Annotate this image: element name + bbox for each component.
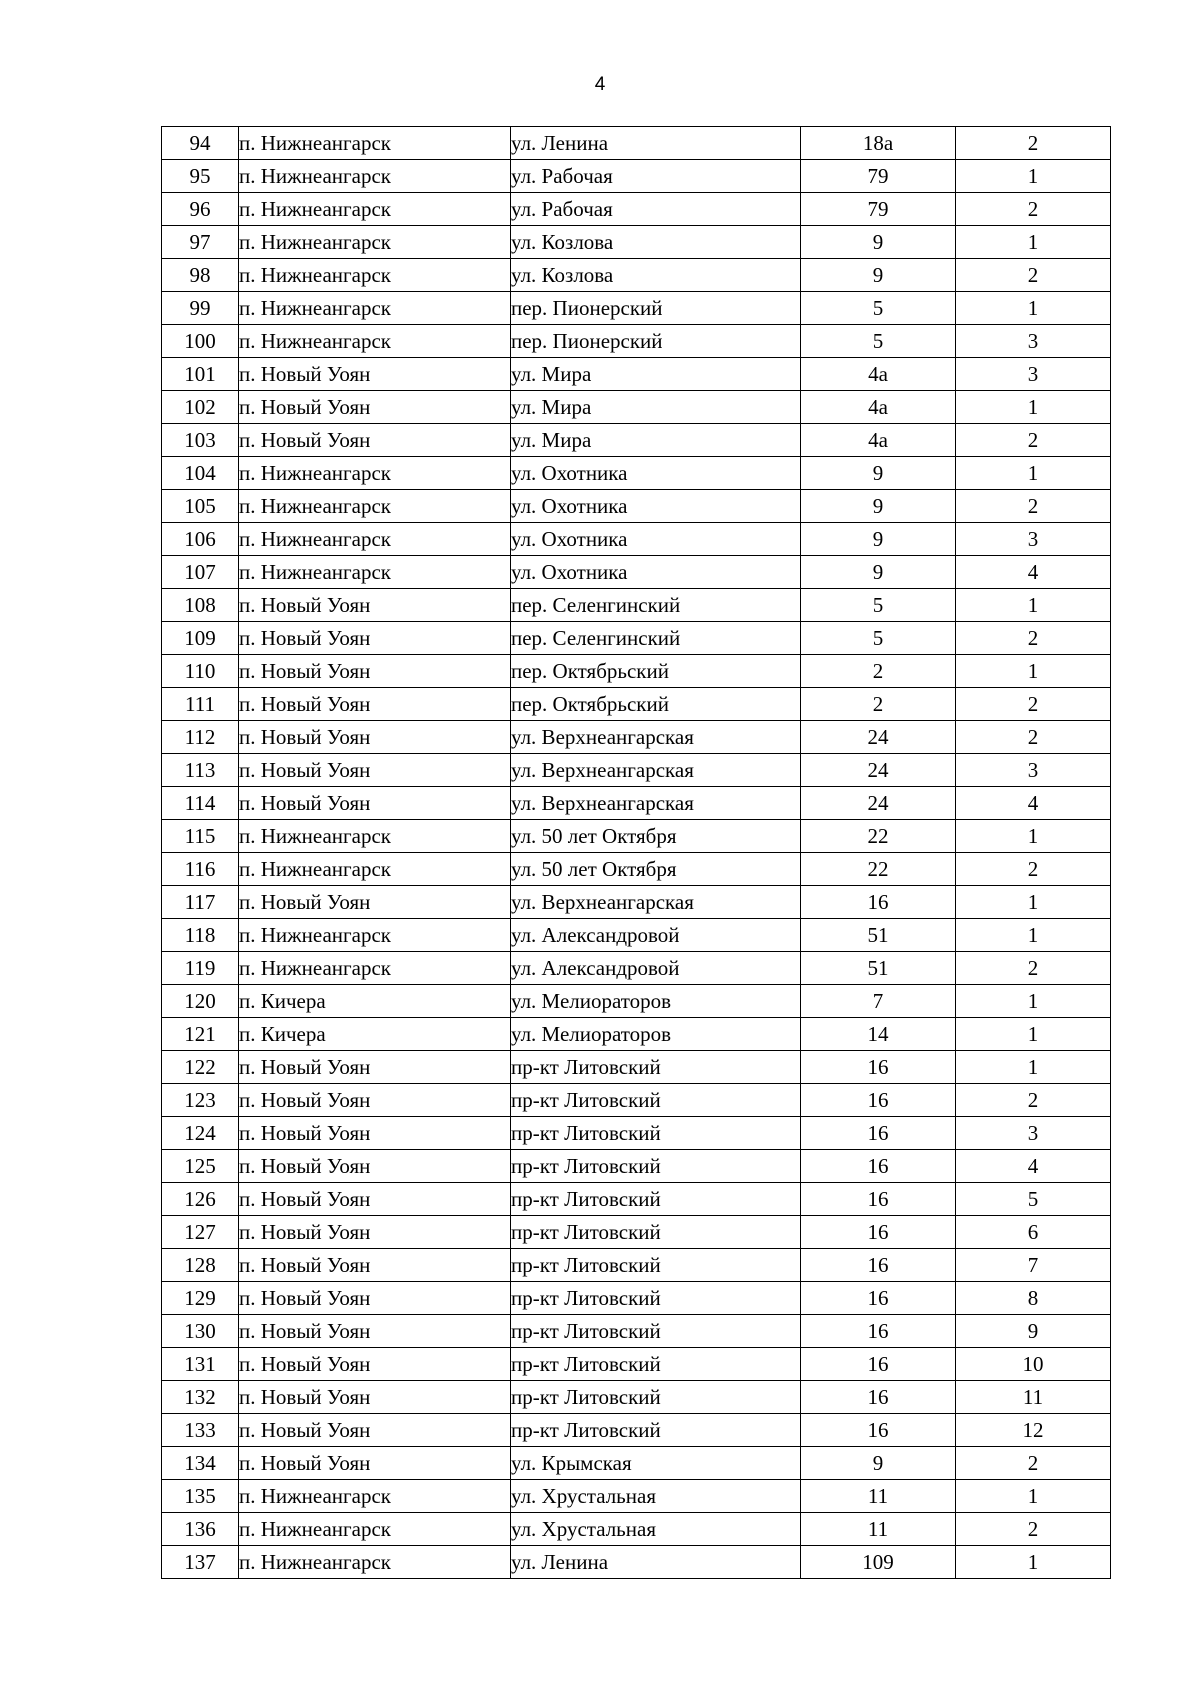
- house-number-cell: 109: [801, 1546, 956, 1579]
- row-number: 128: [162, 1249, 239, 1282]
- street-cell: пр-кт Литовский: [511, 1249, 801, 1282]
- street-cell: ул. Ленина: [511, 1546, 801, 1579]
- apartment-number-cell: 2: [956, 259, 1111, 292]
- settlement-cell: п. Новый Уоян: [239, 1348, 511, 1381]
- apartment-number-cell: 1: [956, 457, 1111, 490]
- settlement-cell: п. Нижнеангарск: [239, 919, 511, 952]
- settlement-cell: п. Нижнеангарск: [239, 457, 511, 490]
- row-number: 106: [162, 523, 239, 556]
- house-number-cell: 5: [801, 589, 956, 622]
- street-cell: ул. 50 лет Октября: [511, 853, 801, 886]
- house-number-cell: 5: [801, 622, 956, 655]
- house-number-cell: 24: [801, 754, 956, 787]
- house-number-cell: 4а: [801, 391, 956, 424]
- table-row: [162, 919, 1111, 952]
- apartment-number-cell: 1: [956, 820, 1111, 853]
- settlement-cell: п. Новый Уоян: [239, 1117, 511, 1150]
- apartment-number-cell: 3: [956, 523, 1111, 556]
- apartment-number-cell: 2: [956, 127, 1111, 160]
- street-cell: ул. 50 лет Октября: [511, 820, 801, 853]
- settlement-cell: п. Новый Уоян: [239, 358, 511, 391]
- row-number: 104: [162, 457, 239, 490]
- settlement-cell: п. Нижнеангарск: [239, 325, 511, 358]
- row-number: 131: [162, 1348, 239, 1381]
- settlement-cell: п. Нижнеангарск: [239, 259, 511, 292]
- table-row: [162, 1480, 1111, 1513]
- table-row: [162, 754, 1111, 787]
- apartment-number-cell: 1: [956, 1051, 1111, 1084]
- settlement-cell: п. Новый Уоян: [239, 1249, 511, 1282]
- apartment-number-cell: 9: [956, 1315, 1111, 1348]
- table-row: [162, 787, 1111, 820]
- table-row: [162, 1249, 1111, 1282]
- table-row: [162, 1084, 1111, 1117]
- street-cell: ул. Рабочая: [511, 193, 801, 226]
- row-number: 100: [162, 325, 239, 358]
- settlement-cell: п. Нижнеангарск: [239, 226, 511, 259]
- apartment-number-cell: 1: [956, 886, 1111, 919]
- table-row: [162, 1150, 1111, 1183]
- settlement-cell: п. Новый Уоян: [239, 1447, 511, 1480]
- table-row: [162, 886, 1111, 919]
- table-row: [162, 424, 1111, 457]
- street-cell: пр-кт Литовский: [511, 1282, 801, 1315]
- house-number-cell: 79: [801, 193, 956, 226]
- street-cell: пр-кт Литовский: [511, 1150, 801, 1183]
- settlement-cell: п. Новый Уоян: [239, 589, 511, 622]
- house-number-cell: 2: [801, 688, 956, 721]
- row-number: 135: [162, 1480, 239, 1513]
- house-number-cell: 16: [801, 1084, 956, 1117]
- row-number: 137: [162, 1546, 239, 1579]
- street-cell: ул. Верхнеангарская: [511, 721, 801, 754]
- row-number: 99: [162, 292, 239, 325]
- house-number-cell: 22: [801, 820, 956, 853]
- table-row: [162, 655, 1111, 688]
- street-cell: пер. Пионерский: [511, 325, 801, 358]
- table-row: [162, 127, 1111, 160]
- street-cell: пр-кт Литовский: [511, 1381, 801, 1414]
- house-number-cell: 18а: [801, 127, 956, 160]
- row-number: 126: [162, 1183, 239, 1216]
- street-cell: пр-кт Литовский: [511, 1051, 801, 1084]
- row-number: 130: [162, 1315, 239, 1348]
- apartment-number-cell: 10: [956, 1348, 1111, 1381]
- settlement-cell: п. Нижнеангарск: [239, 490, 511, 523]
- house-number-cell: 9: [801, 556, 956, 589]
- house-number-cell: 51: [801, 919, 956, 952]
- table-row: [162, 721, 1111, 754]
- apartment-number-cell: 2: [956, 1447, 1111, 1480]
- street-cell: пер. Октябрьский: [511, 688, 801, 721]
- row-number: 117: [162, 886, 239, 919]
- house-number-cell: 11: [801, 1513, 956, 1546]
- street-cell: ул. Александровой: [511, 919, 801, 952]
- settlement-cell: п. Нижнеангарск: [239, 292, 511, 325]
- settlement-cell: п. Нижнеангарск: [239, 1513, 511, 1546]
- street-cell: пр-кт Литовский: [511, 1084, 801, 1117]
- apartment-number-cell: 4: [956, 556, 1111, 589]
- apartment-number-cell: 7: [956, 1249, 1111, 1282]
- table-row: [162, 688, 1111, 721]
- street-cell: ул. Охотника: [511, 556, 801, 589]
- table-row: [162, 259, 1111, 292]
- table-row: [162, 1315, 1111, 1348]
- settlement-cell: п. Новый Уоян: [239, 1282, 511, 1315]
- table-row: [162, 556, 1111, 589]
- table-row: [162, 1513, 1111, 1546]
- row-number: 95: [162, 160, 239, 193]
- settlement-cell: п. Новый Уоян: [239, 1216, 511, 1249]
- apartment-number-cell: 2: [956, 1513, 1111, 1546]
- table-row: [162, 226, 1111, 259]
- table-row: [162, 1117, 1111, 1150]
- row-number: 133: [162, 1414, 239, 1447]
- row-number: 105: [162, 490, 239, 523]
- settlement-cell: п. Новый Уоян: [239, 622, 511, 655]
- row-number: 125: [162, 1150, 239, 1183]
- apartment-number-cell: 6: [956, 1216, 1111, 1249]
- apartment-number-cell: 2: [956, 853, 1111, 886]
- street-cell: ул. Хрустальная: [511, 1480, 801, 1513]
- settlement-cell: п. Новый Уоян: [239, 1051, 511, 1084]
- street-cell: ул. Охотника: [511, 523, 801, 556]
- settlement-cell: п. Новый Уоян: [239, 1414, 511, 1447]
- apartment-number-cell: 2: [956, 952, 1111, 985]
- house-number-cell: 16: [801, 1249, 956, 1282]
- settlement-cell: п. Нижнеангарск: [239, 820, 511, 853]
- house-number-cell: 9: [801, 457, 956, 490]
- apartment-number-cell: 1: [956, 1546, 1111, 1579]
- apartment-number-cell: 1: [956, 292, 1111, 325]
- street-cell: пер. Октябрьский: [511, 655, 801, 688]
- settlement-cell: п. Нижнеангарск: [239, 523, 511, 556]
- apartment-number-cell: 5: [956, 1183, 1111, 1216]
- house-number-cell: 79: [801, 160, 956, 193]
- settlement-cell: п. Нижнеангарск: [239, 193, 511, 226]
- settlement-cell: п. Нижнеангарск: [239, 952, 511, 985]
- row-number: 118: [162, 919, 239, 952]
- street-cell: пр-кт Литовский: [511, 1348, 801, 1381]
- street-cell: пр-кт Литовский: [511, 1216, 801, 1249]
- row-number: 110: [162, 655, 239, 688]
- table-row: [162, 490, 1111, 523]
- street-cell: ул. Верхнеангарская: [511, 886, 801, 919]
- settlement-cell: п. Нижнеангарск: [239, 1480, 511, 1513]
- street-cell: ул. Мелиораторов: [511, 985, 801, 1018]
- row-number: 114: [162, 787, 239, 820]
- house-number-cell: 51: [801, 952, 956, 985]
- row-number: 107: [162, 556, 239, 589]
- table-row: [162, 1018, 1111, 1051]
- house-number-cell: 16: [801, 1216, 956, 1249]
- table-row: [162, 358, 1111, 391]
- row-number: 115: [162, 820, 239, 853]
- street-cell: ул. Рабочая: [511, 160, 801, 193]
- house-number-cell: 9: [801, 523, 956, 556]
- house-number-cell: 16: [801, 1051, 956, 1084]
- house-number-cell: 16: [801, 1150, 956, 1183]
- apartment-number-cell: 1: [956, 226, 1111, 259]
- table-row: [162, 325, 1111, 358]
- house-number-cell: 16: [801, 886, 956, 919]
- apartment-number-cell: 4: [956, 1150, 1111, 1183]
- row-number: 98: [162, 259, 239, 292]
- table-row: [162, 1414, 1111, 1447]
- house-number-cell: 9: [801, 226, 956, 259]
- row-number: 102: [162, 391, 239, 424]
- row-number: 132: [162, 1381, 239, 1414]
- settlement-cell: п. Новый Уоян: [239, 787, 511, 820]
- row-number: 96: [162, 193, 239, 226]
- apartment-number-cell: 1: [956, 1018, 1111, 1051]
- apartment-number-cell: 11: [956, 1381, 1111, 1414]
- table-row: [162, 820, 1111, 853]
- row-number: 121: [162, 1018, 239, 1051]
- row-number: 111: [162, 688, 239, 721]
- row-number: 124: [162, 1117, 239, 1150]
- table-row: [162, 1348, 1111, 1381]
- street-cell: пер. Селенгинский: [511, 589, 801, 622]
- apartment-number-cell: 12: [956, 1414, 1111, 1447]
- row-number: 123: [162, 1084, 239, 1117]
- street-cell: пер. Пионерский: [511, 292, 801, 325]
- row-number: 127: [162, 1216, 239, 1249]
- settlement-cell: п. Нижнеангарск: [239, 853, 511, 886]
- row-number: 120: [162, 985, 239, 1018]
- address-table: [161, 126, 1111, 1579]
- row-number: 129: [162, 1282, 239, 1315]
- house-number-cell: 5: [801, 292, 956, 325]
- house-number-cell: 14: [801, 1018, 956, 1051]
- table-row: [162, 391, 1111, 424]
- row-number: 122: [162, 1051, 239, 1084]
- apartment-number-cell: 1: [956, 1480, 1111, 1513]
- apartment-number-cell: 2: [956, 424, 1111, 457]
- street-cell: ул. Мира: [511, 424, 801, 457]
- street-cell: ул. Александровой: [511, 952, 801, 985]
- street-cell: ул. Мира: [511, 391, 801, 424]
- street-cell: ул. Охотника: [511, 490, 801, 523]
- street-cell: ул. Крымская: [511, 1447, 801, 1480]
- settlement-cell: п. Кичера: [239, 985, 511, 1018]
- table-row: [162, 523, 1111, 556]
- house-number-cell: 16: [801, 1348, 956, 1381]
- house-number-cell: 22: [801, 853, 956, 886]
- street-cell: ул. Мелиораторов: [511, 1018, 801, 1051]
- street-cell: ул. Охотника: [511, 457, 801, 490]
- address-table-body: [162, 127, 1111, 1579]
- row-number: 113: [162, 754, 239, 787]
- apartment-number-cell: 2: [956, 721, 1111, 754]
- apartment-number-cell: 3: [956, 358, 1111, 391]
- row-number: 136: [162, 1513, 239, 1546]
- apartment-number-cell: 1: [956, 655, 1111, 688]
- table-row: [162, 160, 1111, 193]
- house-number-cell: 24: [801, 721, 956, 754]
- street-cell: ул. Козлова: [511, 226, 801, 259]
- house-number-cell: 16: [801, 1282, 956, 1315]
- apartment-number-cell: 2: [956, 490, 1111, 523]
- street-cell: пр-кт Литовский: [511, 1315, 801, 1348]
- row-number: 108: [162, 589, 239, 622]
- settlement-cell: п. Нижнеангарск: [239, 160, 511, 193]
- street-cell: ул. Ленина: [511, 127, 801, 160]
- table-row: [162, 853, 1111, 886]
- house-number-cell: 16: [801, 1414, 956, 1447]
- house-number-cell: 4а: [801, 358, 956, 391]
- table-row: [162, 589, 1111, 622]
- row-number: 97: [162, 226, 239, 259]
- street-cell: пер. Селенгинский: [511, 622, 801, 655]
- house-number-cell: 7: [801, 985, 956, 1018]
- street-cell: ул. Хрустальная: [511, 1513, 801, 1546]
- apartment-number-cell: 1: [956, 985, 1111, 1018]
- row-number: 119: [162, 952, 239, 985]
- table-row: [162, 292, 1111, 325]
- settlement-cell: п. Новый Уоян: [239, 886, 511, 919]
- table-row: [162, 952, 1111, 985]
- house-number-cell: 16: [801, 1381, 956, 1414]
- table-row: [162, 457, 1111, 490]
- settlement-cell: п. Нижнеангарск: [239, 556, 511, 589]
- settlement-cell: п. Новый Уоян: [239, 655, 511, 688]
- house-number-cell: 24: [801, 787, 956, 820]
- settlement-cell: п. Новый Уоян: [239, 1183, 511, 1216]
- apartment-number-cell: 2: [956, 622, 1111, 655]
- street-cell: ул. Козлова: [511, 259, 801, 292]
- row-number: 112: [162, 721, 239, 754]
- row-number: 101: [162, 358, 239, 391]
- apartment-number-cell: 4: [956, 787, 1111, 820]
- table-row: [162, 1381, 1111, 1414]
- settlement-cell: п. Новый Уоян: [239, 391, 511, 424]
- settlement-cell: п. Новый Уоян: [239, 1084, 511, 1117]
- house-number-cell: 16: [801, 1183, 956, 1216]
- street-cell: ул. Верхнеангарская: [511, 787, 801, 820]
- apartment-number-cell: 2: [956, 688, 1111, 721]
- house-number-cell: 9: [801, 259, 956, 292]
- table-row: [162, 1183, 1111, 1216]
- settlement-cell: п. Новый Уоян: [239, 721, 511, 754]
- table-row: [162, 985, 1111, 1018]
- house-number-cell: 9: [801, 1447, 956, 1480]
- table-row: [162, 1546, 1111, 1579]
- street-cell: пр-кт Литовский: [511, 1117, 801, 1150]
- settlement-cell: п. Новый Уоян: [239, 1150, 511, 1183]
- row-number: 116: [162, 853, 239, 886]
- settlement-cell: п. Нижнеангарск: [239, 1546, 511, 1579]
- house-number-cell: 16: [801, 1315, 956, 1348]
- apartment-number-cell: 3: [956, 1117, 1111, 1150]
- settlement-cell: п. Новый Уоян: [239, 754, 511, 787]
- apartment-number-cell: 2: [956, 1084, 1111, 1117]
- table-row: [162, 1216, 1111, 1249]
- apartment-number-cell: 8: [956, 1282, 1111, 1315]
- settlement-cell: п. Новый Уоян: [239, 1315, 511, 1348]
- page-number: 4: [594, 74, 606, 95]
- settlement-cell: п. Новый Уоян: [239, 1381, 511, 1414]
- apartment-number-cell: 1: [956, 160, 1111, 193]
- table-row: [162, 1282, 1111, 1315]
- apartment-number-cell: 3: [956, 754, 1111, 787]
- row-number: 103: [162, 424, 239, 457]
- house-number-cell: 11: [801, 1480, 956, 1513]
- row-number: 134: [162, 1447, 239, 1480]
- row-number: 109: [162, 622, 239, 655]
- street-cell: ул. Мира: [511, 358, 801, 391]
- row-number: 94: [162, 127, 239, 160]
- apartment-number-cell: 1: [956, 589, 1111, 622]
- apartment-number-cell: 1: [956, 919, 1111, 952]
- apartment-number-cell: 2: [956, 193, 1111, 226]
- settlement-cell: п. Новый Уоян: [239, 424, 511, 457]
- street-cell: ул. Верхнеангарская: [511, 754, 801, 787]
- house-number-cell: 4а: [801, 424, 956, 457]
- table-row: [162, 1051, 1111, 1084]
- house-number-cell: 9: [801, 490, 956, 523]
- settlement-cell: п. Кичера: [239, 1018, 511, 1051]
- table-row: [162, 622, 1111, 655]
- table-row: [162, 193, 1111, 226]
- settlement-cell: п. Нижнеангарск: [239, 127, 511, 160]
- apartment-number-cell: 3: [956, 325, 1111, 358]
- house-number-cell: 5: [801, 325, 956, 358]
- street-cell: пр-кт Литовский: [511, 1414, 801, 1447]
- table-row: [162, 1447, 1111, 1480]
- street-cell: пр-кт Литовский: [511, 1183, 801, 1216]
- house-number-cell: 16: [801, 1117, 956, 1150]
- apartment-number-cell: 1: [956, 391, 1111, 424]
- house-number-cell: 2: [801, 655, 956, 688]
- settlement-cell: п. Новый Уоян: [239, 688, 511, 721]
